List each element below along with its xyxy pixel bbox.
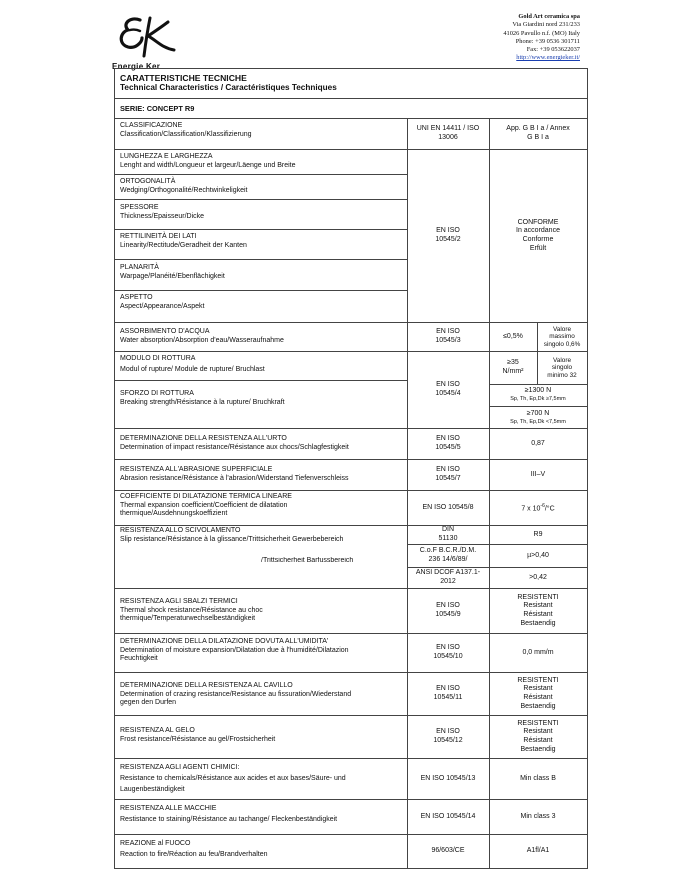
value-note [537, 323, 587, 351]
row-translation: thermique/Temperaturwechselbeständigkeit [120, 615, 256, 623]
row-translation: Laugenbeständigkeit [120, 786, 185, 793]
note-line: Valore [553, 325, 571, 333]
norm-line: EN ISO [436, 227, 460, 235]
row-translation: Thermal expansion coefficient/Coefficient de dilatation [120, 501, 288, 509]
row-gelo [115, 724, 407, 748]
value-line: Resistant [523, 602, 553, 610]
norm-cell: EN ISO 10545/13 [420, 774, 476, 782]
value-exponent: -6 [540, 503, 545, 510]
norm-line: EN ISO [436, 466, 460, 474]
value-line: Bestaendig [520, 702, 556, 710]
row-sforzo-rottura [115, 387, 407, 417]
row-agenti-chimici [115, 759, 407, 799]
norm-cell [407, 460, 489, 490]
series-label: SERIE: CONCEPT R9 [115, 99, 587, 119]
value-cell: ≤0,5% [503, 332, 523, 340]
row-title: MODULO DI ROTTURA [120, 355, 196, 362]
ek-monogram-icon [116, 14, 178, 60]
row-title: DETERMINAZIONE DELLA RESISTENZA AL CAVILLO [120, 682, 293, 689]
value-line: CONFORME [517, 218, 559, 226]
value-line: RESISTENTI [517, 719, 559, 727]
row-modulo-rottura [115, 352, 407, 378]
row-divider [115, 380, 407, 381]
norm-line: 10545/10 [433, 653, 463, 660]
row-urto [115, 429, 407, 459]
value-line: Resistant [523, 685, 553, 693]
norm-line: EN ISO [436, 728, 460, 736]
value-note [537, 352, 587, 384]
row-ortogonalita [115, 175, 407, 199]
note-line: massimo [549, 333, 575, 341]
technical-sheet [114, 68, 588, 869]
value-cell: Min class 3 [520, 812, 556, 820]
sheet-title-block [115, 69, 587, 99]
norm-line: 10545/7 [435, 475, 461, 482]
row-translation: Feuchtigkeit [120, 655, 158, 663]
value-cell [489, 352, 537, 384]
row-title: RESISTENZA ALLE MACCHIE [120, 805, 217, 812]
value-cell [489, 150, 587, 322]
norm-line: 10545/4 [435, 390, 461, 397]
row-translation: Modul of rupture/ Module de rupture/ Bruchlast [120, 365, 265, 373]
row-title: RESISTENZA ALL'ABRASIONE SUPERFICIALE [120, 466, 273, 473]
norm-line: EN ISO [436, 685, 460, 693]
value-cell: >0,42 [529, 573, 547, 581]
norm-cell [407, 352, 489, 428]
value-line: Résistant [523, 737, 553, 744]
row-spessore [115, 201, 407, 227]
row-translation: Wedging/Orthogonalité/Rechtwinkeligkeit [120, 186, 248, 194]
note-line: singolo [551, 364, 573, 372]
company-website-link[interactable]: http://www.energieker.it/ [516, 54, 580, 62]
row-title: COEFFICIENTE DI DILATAZIONE TERMICA LINEARE [120, 493, 292, 500]
row-title: SPESSORE [120, 204, 159, 211]
sheet-title: CARATTERISTICHE TECNICHE [120, 73, 247, 83]
value-line: Bestaendig [520, 619, 556, 627]
value-cell [489, 716, 587, 758]
row-translation: thermique/Ausdehnungskoeffizient [120, 510, 228, 518]
norm-cell: UNI EN 14411 / ISO 13006 [416, 125, 480, 141]
row-translation: Slip resistance/Résistance à la glissance/Trittsicherheit Gewerbebereich [120, 535, 344, 543]
row-planarita [115, 261, 407, 289]
company-address-line-2: 41026 Pavullo n.f. (MO) Italy [503, 29, 580, 37]
value-cell: µ>0,40 [527, 551, 549, 559]
company-address-line-1: Via Giardini nord 231/233 [512, 21, 580, 29]
row-translation: Frost resistance/Résistance au gel/Frostsicherheit [120, 735, 276, 743]
norm-cell [407, 526, 489, 544]
value-line: Conforme [522, 236, 554, 243]
value-line: N/mm² [502, 368, 524, 375]
row-title: DETERMINAZIONE DELLA RESISTENZA ALL'URTO [120, 435, 287, 442]
norm-line: EN ISO [436, 644, 460, 652]
row-translation-extra: /Trittsicherheit Barfussbereich [261, 557, 354, 564]
row-translation: Breaking strength/Résistance à la rupture/ Bruchkraft [120, 398, 285, 406]
row-translation: gegen den Durfen [120, 699, 177, 707]
row-scivolamento [115, 524, 407, 548]
norm-line: C.o.F B.C.R./D.M. [419, 547, 477, 555]
company-fax: Fax: +39 053622037 [526, 46, 580, 54]
norm-cell [407, 568, 489, 588]
value-cell [489, 407, 587, 428]
row-divider [115, 259, 407, 260]
row-translation: Abrasion resistance/Résistance à l'abrasion/Widerstand Tiefenverschleiss [120, 474, 349, 482]
value-line: Erfült [529, 244, 547, 252]
norm-line: 10545/9 [435, 611, 461, 618]
norm-line: ANSI DCOF A137.1- [415, 569, 481, 577]
row-macchie [115, 800, 407, 834]
value-line: ≥700 N [526, 409, 550, 417]
row-title: PLANARITÀ [120, 264, 159, 271]
value-cell: Min class B [520, 774, 556, 782]
norm-cell [407, 150, 489, 322]
row-translation: Water absorption/Absorption d'eau/Wasseraufnahme [120, 336, 284, 344]
value-line: Résistant [523, 694, 553, 701]
value-line: Résistant [523, 611, 553, 618]
norm-cell [407, 545, 489, 567]
norm-line: EN ISO [436, 602, 460, 610]
row-translation: Warpage/Planéité/Ebenflächigkeit [120, 272, 225, 280]
norm-cell [407, 673, 489, 715]
norm-line: 51130 [438, 535, 458, 542]
value-cell [489, 673, 587, 715]
row-translation: Reaction to fire/Réaction au feu/Brandverhalten [120, 851, 268, 858]
company-name: Gold Art ceramica spa [518, 13, 580, 20]
row-translation: Determination of crazing resistance/Resistance au fissuration/Wiederstand [120, 690, 352, 698]
value-line: Resistant [523, 728, 553, 736]
value-line: ≥1300 N [524, 387, 552, 395]
company-info [503, 13, 580, 63]
norm-line: DIN [441, 526, 455, 534]
row-cavillo [115, 679, 407, 715]
norm-line: 10545/5 [435, 444, 461, 451]
value-line: RESISTENTI [517, 593, 559, 601]
row-title: LUNGHEZZA E LARGHEZZA [120, 153, 213, 160]
norm-line: 10545/12 [433, 737, 463, 744]
row-translation: Linearity/Rectitude/Geradheit der Kanten [120, 241, 247, 249]
value-subnote: Sp, Th, Ep,Dk <7,5mm [510, 418, 566, 425]
row-title: ASPETTO [120, 294, 153, 301]
note-line: minimo 32 [547, 371, 577, 379]
row-translation: Determination of impact resistance/Résistance aux chocs/Schlagfestigkeit [120, 443, 349, 451]
row-translation: Resistance to chemicals/Résistance aux acides et aux bases/Säure- und [120, 775, 346, 782]
value-cell: App. G B I a / Annex G B I a [506, 125, 570, 141]
row-translation: Restistance to staining/Résistance au tachange/ Fleckenbeständigkeit [120, 816, 338, 823]
value-line: In accordance [516, 227, 560, 235]
row-title: RESISTENZA ALLO SCIVOLAMENTO [120, 527, 241, 534]
value-cell: A1fl/A1 [526, 847, 550, 855]
row-title: ASSORBIMENTO D'ACQUA [120, 328, 210, 335]
value-line [521, 502, 554, 514]
norm-line: 236 14/6/89/ [428, 556, 468, 563]
row-title: ORTOGONALITÀ [120, 178, 176, 185]
row-reazione-fuoco [115, 835, 407, 867]
norm-cell [407, 634, 489, 672]
row-translation: Determination of moisture expansion/Dilatation due à l'humidité/Dilatazion [120, 646, 349, 654]
norm-cell: EN ISO 10545/14 [420, 812, 476, 820]
row-translation: Aspect/Appearance/Aspekt [120, 302, 205, 310]
row-title: RESISTENZA AGLI AGENTI CHIMICI: [120, 764, 240, 771]
energie-ker-logo [112, 14, 182, 74]
row-title: SFORZO DI ROTTURA [120, 390, 194, 397]
row-classificazione [115, 119, 407, 149]
row-aspetto [115, 291, 407, 321]
norm-cell [407, 716, 489, 758]
row-sbalzi-termici [115, 595, 407, 629]
row-translation: Classification/Classification/Klassifizierung [120, 130, 252, 138]
value-cell: 0,87 [531, 439, 545, 447]
company-phone: Phone: +39 0536 301711 [515, 37, 580, 45]
norm-line: EN ISO [436, 328, 460, 336]
value-unit: /°C [544, 505, 555, 513]
norm-cell [407, 589, 489, 633]
value-line: RESISTENTI [517, 676, 559, 684]
norm-line: 10545/3 [435, 337, 461, 344]
row-rettilineita [115, 230, 407, 258]
norm-line: 10545/2 [435, 236, 461, 243]
norm-line: 2012 [440, 578, 456, 585]
value-line: Bestaendig [520, 745, 556, 753]
row-title: RESISTENZA AGLI SBALZI TERMICI [120, 598, 238, 605]
brand-name: Energie Ker [112, 62, 161, 71]
row-lunghezza [115, 150, 407, 174]
value-cell: R9 [533, 530, 543, 538]
row-divider [115, 199, 407, 200]
norm-cell [407, 429, 489, 459]
norm-line: EN ISO [436, 435, 460, 443]
row-title: RETTILINEITÀ DEI LATI [120, 233, 197, 240]
row-title: RESISTENZA AL GELO [120, 727, 195, 734]
row-abrasione [115, 460, 407, 490]
norm-cell [407, 323, 489, 351]
value-line: ≥35 [507, 359, 519, 367]
row-title: DETERMINAZIONE DELLA DILATAZIONE DOVUTA ALL'UMIDITA' [120, 638, 329, 645]
norm-line: 10545/11 [433, 694, 463, 701]
value-cell [489, 589, 587, 633]
value-cell: III–V [530, 470, 546, 478]
value-cell [489, 491, 587, 525]
value-cell: 0,0 mm/m [522, 648, 554, 656]
value-base: 7 x 10 [521, 505, 541, 513]
row-translation: Lenght and width/Longueur et largeur/Läenge und Breite [120, 161, 296, 169]
row-umidita [115, 635, 407, 671]
row-translation: Thermal shock resistance/Résistance au choc [120, 606, 263, 614]
sheet-subtitle: Technical Characteristics / Caractéristiques Techniques [120, 83, 337, 92]
norm-cell: 96/603/CE [431, 847, 465, 855]
row-translation: Thickness/Epaisseur/Dicke [120, 212, 205, 220]
note-line: Valore [553, 356, 571, 364]
row-dilatazione-termica [115, 490, 407, 524]
value-cell [489, 385, 587, 405]
norm-line: EN ISO [436, 381, 460, 389]
value-subnote: Sp, Th, Ep,Dk ≥7,5mm [510, 396, 566, 402]
row-title: REAZIONE al FUOCO [120, 840, 191, 847]
note-line: singolo 0,6% [543, 340, 581, 348]
row-assorbimento [115, 324, 407, 350]
row-title: CLASSIFICAZIONE [120, 122, 183, 129]
norm-cell: EN ISO 10545/8 [422, 503, 474, 511]
